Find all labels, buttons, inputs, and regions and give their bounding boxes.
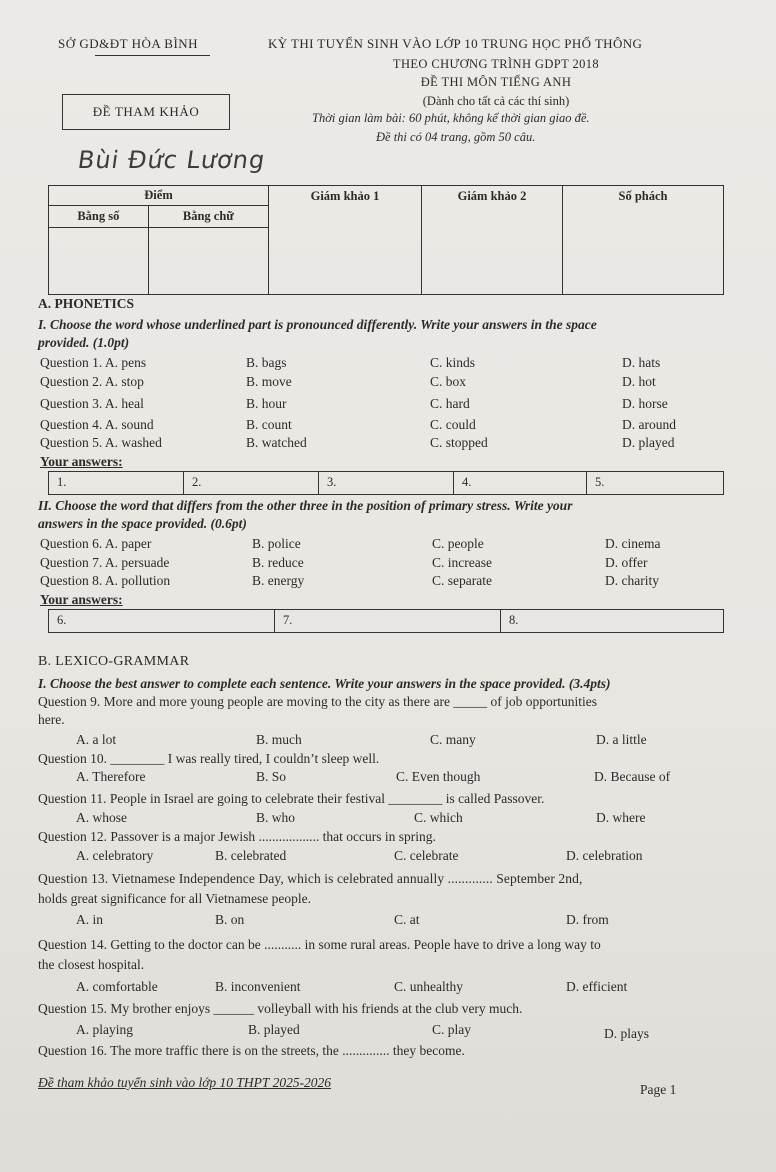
section-b-title: B. LEXICO-GRAMMAR: [38, 654, 190, 669]
program-line: THEO CHƯƠNG TRÌNH GDPT 2018: [392, 57, 600, 71]
handwritten-name: Bùi Đức Lương: [76, 146, 268, 174]
q12-option-d: D. celebration: [566, 848, 643, 863]
q5-option-d: D. played: [622, 435, 675, 450]
q12-option-b: B. celebrated: [215, 848, 287, 863]
q10-option-d: D. Because of: [594, 769, 671, 784]
examiner1-header: Giám khảo 1: [269, 186, 422, 295]
serial-header: Số phách: [563, 186, 724, 295]
answer-box-8[interactable]: 8.: [509, 613, 519, 627]
q9-option-d: D. a little: [596, 732, 647, 747]
score-words-cell[interactable]: [148, 228, 268, 295]
answer-box-7[interactable]: 7.: [275, 610, 501, 632]
pages-line: Đề thi có 04 trang, gồm 50 câu.: [376, 130, 536, 144]
answer-box-6[interactable]: 6.: [49, 610, 275, 632]
answer-box-1[interactable]: 1.: [49, 472, 184, 494]
q8-option-c: C. separate: [432, 573, 492, 588]
q3-option-b: B. hour: [246, 396, 287, 411]
q9-option-c: C. many: [430, 732, 476, 747]
section-a-title: A. PHONETICS: [38, 296, 135, 311]
q5-option-b: B. watched: [246, 435, 307, 450]
q3-option-d: D. horse: [622, 396, 668, 411]
question-6: Question 6. A. paper: [40, 536, 152, 551]
q6-option-c: C. people: [432, 536, 484, 551]
q14-option-b: B. inconvenient: [215, 979, 301, 994]
q13-option-b: B. on: [215, 912, 245, 927]
q15-option-a: A. playing: [76, 1022, 133, 1037]
q5-option-c: C. stopped: [430, 435, 488, 450]
part-i-instruction-2: provided. (1.0pt): [38, 335, 130, 350]
question-9: Question 9. More and more young people are moving to the city as there are _____ of job opportunities: [38, 694, 597, 709]
question-14-cont: the closest hospital.: [38, 957, 145, 972]
q6-option-b: B. police: [252, 536, 301, 551]
q4-option-d: D. around: [622, 417, 676, 432]
q2-option-b: B. move: [246, 374, 292, 389]
q11-option-c: C. which: [414, 810, 463, 825]
q6-option-d: D. cinema: [605, 536, 661, 551]
q11-option-b: B. who: [256, 810, 296, 825]
audience-line: (Dành cho tất cả các thí sinh): [422, 94, 570, 108]
subject-line: ĐỀ THI MÔN TIẾNG ANH: [420, 75, 572, 89]
score-number-header: Bằng số: [49, 206, 149, 228]
question-8: Question 8. A. pollution: [40, 573, 171, 588]
question-13-cont: holds great significance for all Vietnamese people.: [38, 891, 311, 906]
q13-option-a: A. in: [76, 912, 103, 927]
q15-option-d: D. plays: [604, 1026, 649, 1041]
question-15: Question 15. My brother enjoys ______ volleyball with his friends at the club very much.: [38, 1001, 523, 1016]
answer-row-6-8: [48, 609, 724, 633]
q10-option-c: C. Even though: [396, 769, 481, 784]
answer-box-2[interactable]: 2.: [184, 472, 319, 494]
q7-option-b: B. reduce: [252, 555, 304, 570]
q4-option-c: C. could: [430, 417, 476, 432]
score-header: Điểm: [49, 186, 269, 206]
footer-note: Đề tham khảo tuyển sinh vào lớp 10 THPT 2025-2026: [38, 1075, 332, 1090]
q10-option-a: A. Therefore: [76, 769, 146, 784]
q7-option-d: D. offer: [605, 555, 648, 570]
answer-box-5[interactable]: 5.: [595, 475, 605, 489]
q13-option-c: C. at: [394, 912, 420, 927]
q1-option-d: D. hats: [622, 355, 661, 370]
q12-option-a: A. celebratory: [76, 848, 154, 863]
exam-title: KỲ THI TUYỂN SINH VÀO LỚP 10 TRUNG HỌC PHỔ THÔNG: [268, 36, 643, 51]
q9-option-b: B. much: [256, 732, 302, 747]
score-words-header: Bằng chữ: [148, 206, 268, 228]
section-b-instruction: I. Choose the best answer to complete each sentence. Write your answers in the space provided. (3.4pts): [38, 676, 611, 691]
q13-option-d: D. from: [566, 912, 609, 927]
question-4: Question 4. A. sound: [40, 417, 154, 432]
question-3: Question 3. A. heal: [40, 396, 144, 411]
q11-option-d: D. where: [596, 810, 646, 825]
question-2: Question 2. A. stop: [40, 374, 144, 389]
question-10: Question 10. ________ I was really tired, I couldn’t sleep well.: [38, 751, 380, 766]
page-number: Page 1: [640, 1082, 677, 1097]
department-name: SỞ GD&ĐT HÒA BÌNH: [58, 36, 199, 51]
q8-option-b: B. energy: [252, 573, 305, 588]
q7-option-c: C. increase: [432, 555, 492, 570]
q9-option-a: A. a lot: [76, 732, 117, 747]
question-11: Question 11. People in Israel are going to celebrate their festival ________ is called Passover.: [38, 791, 545, 806]
your-answers-label: Your answers:: [40, 454, 123, 469]
q4-option-b: B. count: [246, 417, 292, 432]
q14-option-c: C. unhealthy: [394, 979, 463, 994]
answer-box-3[interactable]: 3.: [319, 472, 454, 494]
q10-option-b: B. So: [256, 769, 287, 784]
q1-option-b: B. bags: [246, 355, 287, 370]
score-number-cell[interactable]: [49, 228, 149, 295]
answer-box-4[interactable]: 4.: [454, 472, 587, 494]
time-line: Thời gian làm bài: 60 phút, không kể thời gian giao đề.: [312, 111, 590, 125]
question-12: Question 12. Passover is a major Jewish .................. that occurs in spring.: [38, 829, 436, 844]
answer-row-1-5: [48, 471, 724, 495]
score-table: [48, 185, 724, 295]
q2-option-d: D. hot: [622, 374, 656, 389]
question-1: Question 1. A. pens: [40, 355, 147, 370]
part-ii-instruction-2: answers in the space provided. (0.6pt): [38, 516, 247, 531]
your-answers-label-2: Your answers:: [40, 592, 123, 607]
q8-option-d: D. charity: [605, 573, 659, 588]
question-7: Question 7. A. persuade: [40, 555, 170, 570]
reference-exam-box: ĐỀ THAM KHẢO: [62, 94, 230, 130]
q15-option-b: B. played: [248, 1022, 300, 1037]
header-underline: [95, 55, 210, 56]
part-ii-instruction: II. Choose the word that differs from the other three in the position of primary stress. Write your: [38, 498, 573, 513]
question-9-cont: here.: [38, 712, 65, 727]
q11-option-a: A. whose: [76, 810, 127, 825]
q1-option-c: C. kinds: [430, 355, 476, 370]
q14-option-a: A. comfortable: [76, 979, 158, 994]
q3-option-c: C. hard: [430, 396, 470, 411]
q15-option-c: C. play: [432, 1022, 471, 1037]
q12-option-c: C. celebrate: [394, 848, 459, 863]
question-13: Question 13. Vietnamese Independence Day, which is celebrated annually ............. September 2nd,: [38, 871, 583, 886]
question-5: Question 5. A. washed: [40, 435, 162, 450]
q2-option-c: C. box: [430, 374, 467, 389]
q14-option-d: D. efficient: [566, 979, 628, 994]
question-16: Question 16. The more traffic there is on the streets, the .............. they become.: [38, 1043, 465, 1058]
question-14: Question 14. Getting to the doctor can be ........... in some rural areas. People have to drive a long way to: [38, 937, 601, 952]
examiner2-header: Giám khảo 2: [422, 186, 563, 295]
part-i-instruction: I. Choose the word whose underlined part is pronounced differently. Write your answers in the space: [38, 317, 597, 332]
